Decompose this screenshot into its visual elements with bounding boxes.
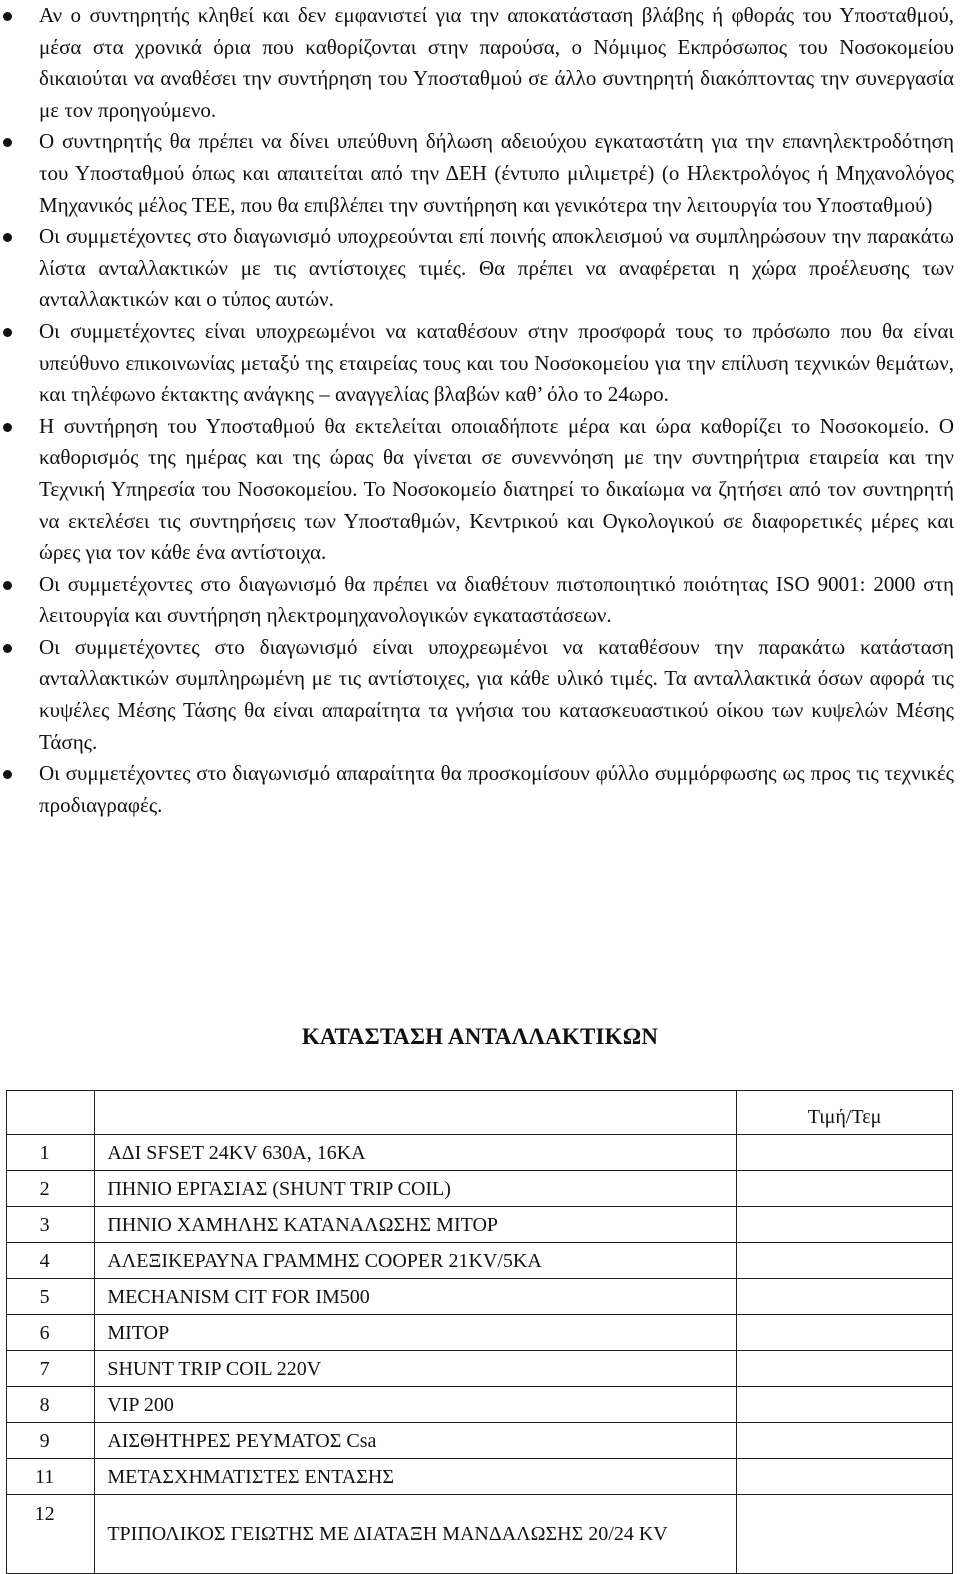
row-number: 3 [7,1207,95,1243]
spare-parts-table [6,1090,953,1574]
bullet-icon [3,423,12,432]
bullet-icon [3,138,12,147]
part-description: ΜΕΤΑΣΧΗΜΑΤΙΣΤΕΣ ΕΝΤΑΣΗΣ [95,1459,737,1495]
part-description: ΠΗΝΙΟ ΕΡΓΑΣΙΑΣ (SHUNT TRIP COIL) [95,1171,737,1207]
section-title: ΚΑΤΑΣΤΑΣΗ ΑΝΤΑΛΛΑΚΤΙΚΩΝ [301,1024,659,1049]
part-description: ΑΙΣΘΗΤΗΡΕΣ ΡΕΥΜΑΤΟΣ Csa [95,1423,737,1459]
table-row [7,1423,953,1459]
row-number: 12 [7,1495,95,1574]
bullet-icon [3,644,12,653]
table-row [7,1387,953,1423]
bullet-icon [3,233,12,242]
list-item [0,569,960,632]
list-item [0,126,960,221]
list-item [0,316,960,411]
bullet-icon [3,581,12,590]
part-description: ΑΛΕΞΙΚΕΡΑΥΝΑ ΓΡΑΜΜΗΣ COOPER 21KV/5KA [95,1243,737,1279]
price-cell [737,1243,953,1279]
price-cell [737,1135,953,1171]
bullet-text: Οι συμμετέχοντες είναι υποχρεωμένοι να καταθέσουν στην προσφορά τους το πρόσωπο που θα είναι υπεύθυνο επικοινωνίας μεταξύ της εταιρείας τους και του Νοσοκομείου για την επίλυση τεχνικών θεμάτων, και τηλέφωνο έκτακτης ανάγκης – αναγγελίας βλαβών καθ’ όλο το 24ωρο. [39,318,954,407]
part-description: ΑΔΙ SFSET 24KV 630A, 16KA [95,1135,737,1171]
list-item [0,221,960,316]
bullet-text: Οι συμμετέχοντες στο διαγωνισμό απαραίτητα θα προσκομίσουν φύλλο συμμόρφωσης ως προς τις τεχνικές προδιαγραφές. [39,761,954,817]
row-number: 9 [7,1423,95,1459]
row-number: 5 [7,1279,95,1315]
bullet-text: Οι συμμετέχοντες στο διαγωνισμό θα πρέπει να διαθέτουν πιστοποιητικό ποιότητας ISO 9001: 2000 στη λειτουργία και συντήρηση ηλεκτρομηχανολογικών εγκαταστάσεων. [39,571,954,628]
table-row [7,1207,953,1243]
row-number: 7 [7,1351,95,1387]
price-column-header: Τιμή/Τεμ [737,1091,953,1135]
list-item [0,0,960,126]
part-description: MECHANISM CIT FOR IM500 [95,1279,737,1315]
list-item [0,758,960,821]
table-row [7,1243,953,1279]
part-description: VIP 200 [95,1387,737,1423]
price-cell [737,1495,953,1574]
price-cell [737,1315,953,1351]
part-description: ΤΡΙΠΟΛΙΚΟΣ ΓΕΙΩΤΗΣ ΜΕ ΔΙΑΤΑΞΗ ΜΑΝΔΑΛΩΣΗΣ 20/24 KV [95,1495,737,1574]
price-cell [737,1279,953,1315]
table-row [7,1351,953,1387]
table-cell [95,1091,737,1135]
price-cell [737,1459,953,1495]
row-number: 1 [7,1135,95,1171]
table-cell [7,1091,95,1135]
row-number: 11 [7,1459,95,1495]
bullet-icon [3,328,12,337]
table-row [7,1279,953,1315]
part-description: MITOP [95,1315,737,1351]
row-number: 6 [7,1315,95,1351]
table-header-row [7,1091,953,1135]
table-row [7,1495,953,1574]
price-cell [737,1171,953,1207]
table-row [7,1135,953,1171]
bullet-text: Οι συμμετέχοντες στο διαγωνισμό είναι υποχρεωμένοι να καταθέσουν την παρακάτω κατάσταση ανταλλακτικών συμπληρωμένη με τις αντίστοιχες, για κάθε υλικό τιμές. Τα ανταλλακτικά όσων αφορά τις κυψέλες Μέσης Τάσης θα είναι απαραίτητα τα γνήσια του κατασκευαστικού οίκου των κυψελών Μέσης Τάσης. [39,634,954,754]
price-cell [737,1387,953,1423]
part-description: SHUNT TRIP COIL 220V [95,1351,737,1387]
list-item [0,632,960,758]
bullet-text: Οι συμμετέχοντες στο διαγωνισμό υποχρεούνται επί ποινής αποκλεισμού να συμπληρώσουν την παρακάτω λίστα ανταλλακτικών με τις αντίστοιχες τιμές. Θα πρέπει να αναφέρεται η χώρα προέλευσης των ανταλλακτικών και ο τύπος αυτών. [39,224,954,312]
price-cell [737,1423,953,1459]
list-item [0,411,960,569]
table-row [7,1171,953,1207]
bullet-text: Ο συντηρητής θα πρέπει να δίνει υπεύθυνη δήλωση αδειούχου εγκαταστάτη για την επανηλεκτροδότηση του Υποσταθμού όπως και απαιτείται από την ΔΕΗ (έντυπο μιλιμετρέ) (ο Ηλεκτρολόγος ή Μηχανολόγος Μηχανικός μέλος ΤΕΕ, που θα επιβλέπει την συντήρηση και γενικότερα την λειτουργία του Υποσταθμού) [39,129,954,217]
table-row [7,1459,953,1495]
price-cell [737,1207,953,1243]
bullet-icon [3,12,12,21]
part-description: ΠΗΝΙΟ ΧΑΜΗΛΗΣ ΚΑΤΑΝΑΛΩΣΗΣ MITOP [95,1207,737,1243]
bullet-text: Αν ο συντηρητής κληθεί και δεν εμφανιστεί για την αποκατάσταση βλάβης ή φθοράς του Υποσταθμού, μέσα στα χρονικά όρια που καθορίζονται στην παρούσα, ο Νόμιμος Εκπρόσωπος του Νοσοκομείου δικαιούται να αναθέσει την συντήρηση του Υποσταθμού σε άλλο συντηρητή διακόπτοντας την συνεργασία με τον προηγούμενο. [39,3,954,122]
row-number: 4 [7,1243,95,1279]
row-number: 8 [7,1387,95,1423]
table-row [7,1315,953,1351]
bullet-icon [3,770,12,779]
row-number: 2 [7,1171,95,1207]
price-cell [737,1351,953,1387]
bullet-text: Η συντήρηση του Υποσταθμού θα εκτελείται οποιαδήποτε μέρα και ώρα καθορίζει το Νοσοκομείο. Ο καθορισμός της ημέρας και της ώρας θα γίνεται σε συνεννόηση με την συντηρήτρια εταιρεία και την Τεχνική Υπηρεσία του Νοσοκομείου. Το Νοσοκομείο διατηρεί το δικαίωμα να ζητήσει από τον συντηρητή να εκτελέσει τις συντηρήσεις των Υποσταθμών, Κεντρικού και Ογκολογικού σε διαφορετικές μέρες και ώρες για τον κάθε ένα αντίστοιχα. [39,413,954,565]
